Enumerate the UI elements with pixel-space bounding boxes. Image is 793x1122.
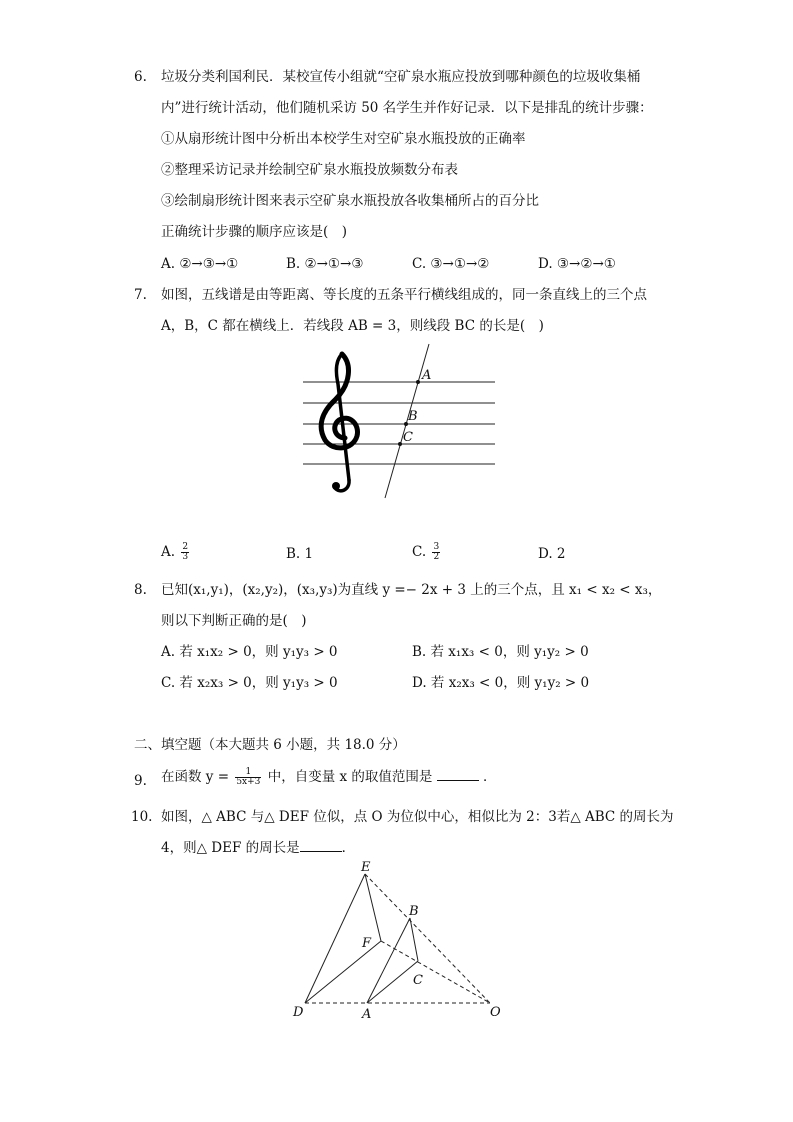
q7-line2: A，B，C 都在横线上．若线段 AB = 3，则线段 BC 的长是( )	[161, 318, 544, 334]
point-c	[398, 442, 402, 446]
q6-question: 正确统计步骤的顺序应该是( )	[161, 224, 348, 240]
q8-option-b[interactable]: B. 若 x₁x₃ < 0，则 y₁y₂ > 0	[412, 644, 589, 660]
label-b: B	[408, 409, 418, 424]
q10-line2-pre: 4，则△ DEF 的周长是	[161, 840, 300, 856]
q7-option-b[interactable]: B. 1	[286, 546, 314, 562]
q10-number: 10.	[131, 809, 153, 825]
q6-step1: ①从扇形统计图中分析出本校学生对空矿泉水瓶投放的正确率	[161, 131, 526, 147]
q8-option-a[interactable]: A. 若 x₁x₂ > 0，则 y₁y₃ > 0	[161, 644, 338, 660]
q7-line1: 如图，五线谱是由等距离、等长度的五条平行横线组成的，同一条直线上的三个点	[161, 287, 647, 303]
q8-option-d[interactable]: D. 若 x₂x₃ < 0，则 y₁y₂ > 0	[412, 675, 590, 691]
label-e: E	[361, 860, 371, 875]
q6-option-d[interactable]: D. ③→②→①	[538, 256, 616, 272]
q7-option-d[interactable]: D. 2	[538, 546, 566, 562]
point-a	[416, 380, 420, 384]
label-c: C	[403, 430, 413, 445]
q7-option-a[interactable]	[161, 543, 191, 562]
q6-option-b[interactable]: B. ②→①→③	[286, 256, 364, 272]
q6-step3: ③绘制扇形统计图来表示空矿泉水瓶投放各收集桶所占的百分比	[161, 193, 539, 209]
q6-step2: ②整理采访记录并绘制空矿泉水瓶投放频数分布表	[161, 162, 458, 178]
q9-post: 中，自变量 x 的取值范围是	[267, 769, 433, 785]
q8-line2: 则以下判断正确的是( )	[161, 613, 307, 629]
q8-number: 8.	[134, 582, 147, 598]
q6-line2: 内”进行统计活动，他们随机采访 50 名学生并作好记录．以下是排乱的统计步骤：	[161, 100, 653, 116]
q10-answer-blank[interactable]	[300, 839, 342, 852]
q9-pre: 在函数 y =	[161, 769, 230, 785]
label-a2: A	[362, 1007, 372, 1022]
q9-end: ．	[483, 769, 497, 785]
section-title: 二、填空题（本大题共 6 小题，共 18.0 分）	[134, 737, 406, 753]
q7-option-a-fraction: $\frac{2}{3}$	[182, 542, 189, 562]
q10-line2	[161, 839, 355, 857]
label-o: O	[490, 1005, 501, 1020]
q9-number: 9.	[134, 773, 147, 789]
q9-answer-blank[interactable]	[437, 768, 479, 781]
q10-line2-end: ．	[341, 840, 356, 856]
label-f: F	[362, 936, 372, 951]
label-b2: B	[409, 904, 419, 919]
label-a: A	[422, 368, 432, 383]
label-c2: C	[413, 973, 423, 988]
q6-number: 6.	[134, 69, 147, 85]
q7-number: 7.	[134, 287, 147, 303]
q9-fraction: $\frac{1}{5x+3}$	[236, 767, 261, 787]
homothety-figure	[285, 860, 510, 1025]
q8-option-c[interactable]: C. 若 x₂x₃ > 0，则 y₁y₃ > 0	[161, 675, 338, 691]
q6-option-a[interactable]: A. ②→③→①	[161, 256, 239, 272]
q7-option-c-fraction: $\frac{3}{2}$	[433, 542, 440, 562]
label-d: D	[293, 1005, 304, 1020]
q7-option-c-prefix: C.	[412, 544, 427, 560]
q6-line1: 垃圾分类利国利民．某校宣传小组就“空矿泉水瓶应投放到哪种颜色的垃圾收集桶	[161, 69, 641, 85]
q7-option-c[interactable]	[412, 543, 442, 562]
q7-option-a-prefix: A.	[161, 544, 176, 560]
q10-line1: 如图，△ ABC 与△ DEF 位似，点 O 为位似中心，相似比为 2：3若△ ABC 的周长为	[161, 809, 674, 825]
treble-clef-icon	[321, 354, 357, 491]
q8-line1: 已知(x₁,y₁)，(x₂,y₂)，(x₃,y₃)为直线 y =− 2x + 3 上的三个点，且 x₁ < x₂ < x₃，	[161, 582, 662, 598]
q6-option-c[interactable]: C. ③→①→②	[412, 256, 490, 272]
staff-figure	[295, 340, 500, 500]
q9-line	[161, 768, 497, 787]
